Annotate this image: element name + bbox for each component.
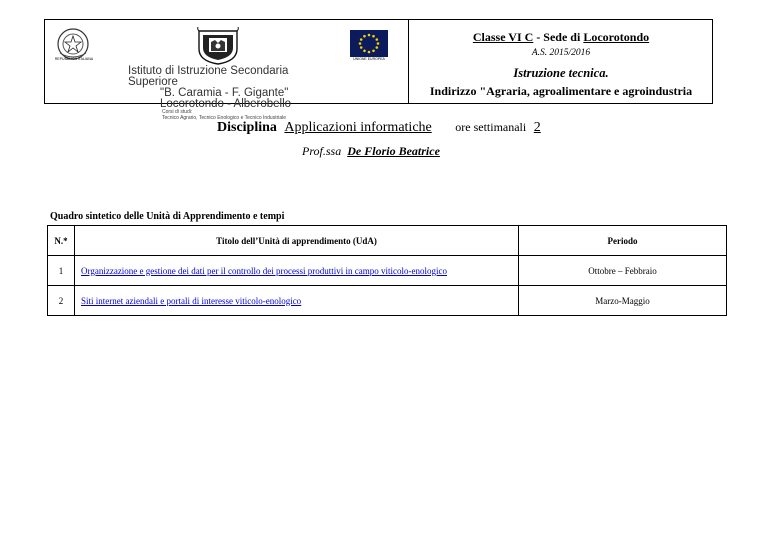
classe-mid: - Sede di	[533, 30, 584, 44]
uda-title-link[interactable]: Siti internet aziendali e portali di interesse viticolo-enologico	[81, 295, 302, 306]
quadro-title: Quadro sintetico delle Unità di Apprendimento e tempi	[50, 211, 285, 222]
school-name	[128, 66, 328, 121]
disciplina-row	[217, 120, 541, 136]
republic-emblem-icon	[56, 27, 90, 61]
uda-title-link[interactable]: Organizzazione e gestione dei dati per il controllo dei processi produttivi in campo viticolo-enologico	[81, 265, 447, 276]
table-header-row	[48, 226, 727, 256]
school-line-4: Corsi di studi:	[162, 109, 193, 115]
eu-flag-icon	[350, 30, 388, 57]
classe-name: Classe VI C	[472, 30, 534, 44]
prof-name: De Florio Beatrice	[347, 144, 440, 158]
eu-caption: UNIONE EUROPEA	[353, 57, 385, 61]
table-row	[48, 286, 727, 316]
col-header-title: Titolo dell’Unità di apprendimento (UdA)	[75, 226, 519, 256]
row-number: 1	[48, 256, 75, 286]
disciplina-value: Applicazioni informatiche	[284, 120, 432, 135]
school-line-2: "B. Caramia - F. Gigante"	[160, 87, 289, 99]
ore-label: ore settimanali	[455, 120, 527, 134]
classe-sede: Locorotondo	[583, 30, 650, 44]
professor-line	[302, 144, 440, 159]
school-line-3: Locorotondo - Alberobello	[160, 98, 292, 110]
col-header-period: Periodo	[519, 226, 727, 256]
uda-title-cell	[75, 256, 519, 286]
school-line-5: Tecnico Agrario, Tecnico Enologico e Tecnico Industriale	[162, 114, 287, 121]
table-row	[48, 256, 727, 286]
disciplina-label: Disciplina	[217, 120, 277, 135]
row-number: 2	[48, 286, 75, 316]
uda-table	[47, 225, 727, 316]
classe-heading	[409, 30, 713, 45]
row-period: Marzo-Maggio	[519, 286, 727, 316]
school-year: A.S. 2015/2016	[531, 48, 591, 58]
uda-title-cell	[75, 286, 519, 316]
row-period: Ottobre – Febbraio	[519, 256, 727, 286]
indirizzo: Indirizzo "Agraria, agroalimentare e agroindustria	[429, 84, 693, 98]
school-emblem-icon	[197, 27, 239, 65]
ore-value: 2	[533, 120, 541, 135]
republic-caption: REPUBBLICA ITALIANA	[54, 57, 94, 61]
prof-label: Prof.ssa	[302, 144, 342, 158]
col-header-n: N.*	[48, 226, 75, 256]
istruzione-type: Istruzione tecnica.	[513, 66, 609, 80]
school-line-1: Istituto di Istruzione Secondaria Superiore	[128, 65, 289, 88]
